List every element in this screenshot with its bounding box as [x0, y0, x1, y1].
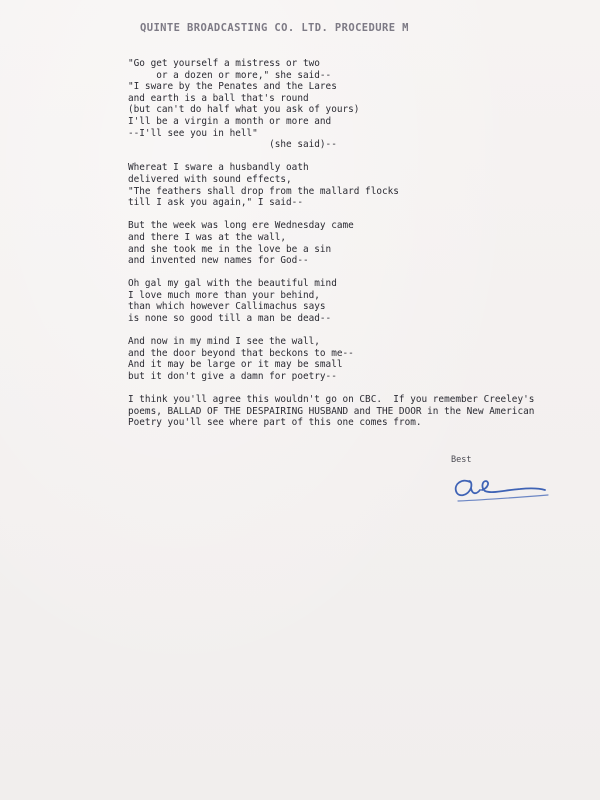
poem-line: "I sware by the Penates and the Lares — [128, 81, 337, 93]
poem-line: "Go get yourself a mistress or two — [128, 58, 320, 69]
poem-line: and earth is a ball that's round — [128, 92, 309, 104]
poem-line: (she said)-- — [128, 139, 337, 151]
poem-line: "The feathers shall drop from the mallard flocks — [128, 185, 399, 197]
poem-line: and she took me in the love be a sin — [128, 243, 332, 255]
poem-line: or a dozen or more," she said-- — [128, 69, 332, 81]
letter-body — [128, 58, 588, 429]
poem-line: delivered with sound effects, — [128, 173, 292, 185]
stanza-gap — [128, 209, 588, 221]
stanza-4 — [128, 278, 588, 324]
poem-line: And now in my mind I see the wall, — [128, 336, 320, 348]
poem-line: and invented new names for God-- — [128, 255, 309, 267]
poem-line: than which however Callimachus says — [128, 301, 326, 313]
poem-line: Whereat I sware a husbandly oath — [128, 162, 309, 174]
stanza-gap — [128, 325, 588, 337]
note-line: poems, BALLAD OF THE DESPAIRING HUSBAND and THE DOOR in the New American — [128, 405, 535, 417]
poem-line: But the week was long ere Wednesday came — [128, 220, 354, 232]
poem-line: And it may be large or it may be small — [128, 359, 343, 371]
poem-line: Oh gal my gal with the beautiful mind — [128, 278, 337, 290]
poem-line: I love much more than your behind, — [128, 289, 320, 301]
stanza-5 — [128, 336, 588, 382]
poem-line: (but can't do half what you ask of yours) — [128, 104, 360, 116]
poem-line: and the door beyond that beckons to me-- — [128, 347, 354, 359]
note-line: I think you'll agree this wouldn't go on CBC. If you remember Creeley's — [128, 394, 535, 406]
stanza-gap — [128, 151, 588, 163]
stanza-3 — [128, 220, 588, 266]
stanza-2 — [128, 162, 588, 208]
poem-line: and there I was at the wall, — [128, 231, 287, 243]
closing-salutation: Best — [451, 455, 472, 465]
letterhead: QUINTE BROADCASTING CO. LTD. PROCEDURE M — [140, 22, 409, 34]
poem-line: is none so good till a man be dead-- — [128, 313, 332, 325]
signature-mark — [450, 468, 560, 508]
poem-line: but it don't give a damn for poetry-- — [128, 371, 337, 383]
stanza-gap — [128, 267, 588, 279]
stanza-1 — [128, 58, 588, 151]
poem-line: --I'll see you in hell" — [128, 127, 258, 139]
stanza-gap — [128, 383, 588, 395]
poem-line: till I ask you again," I said-- — [128, 197, 303, 209]
note-line: Poetry you'll see where part of this one comes from. — [128, 417, 422, 429]
poem-line: I'll be a virgin a month or more and — [128, 115, 332, 127]
closing-note — [128, 394, 588, 429]
